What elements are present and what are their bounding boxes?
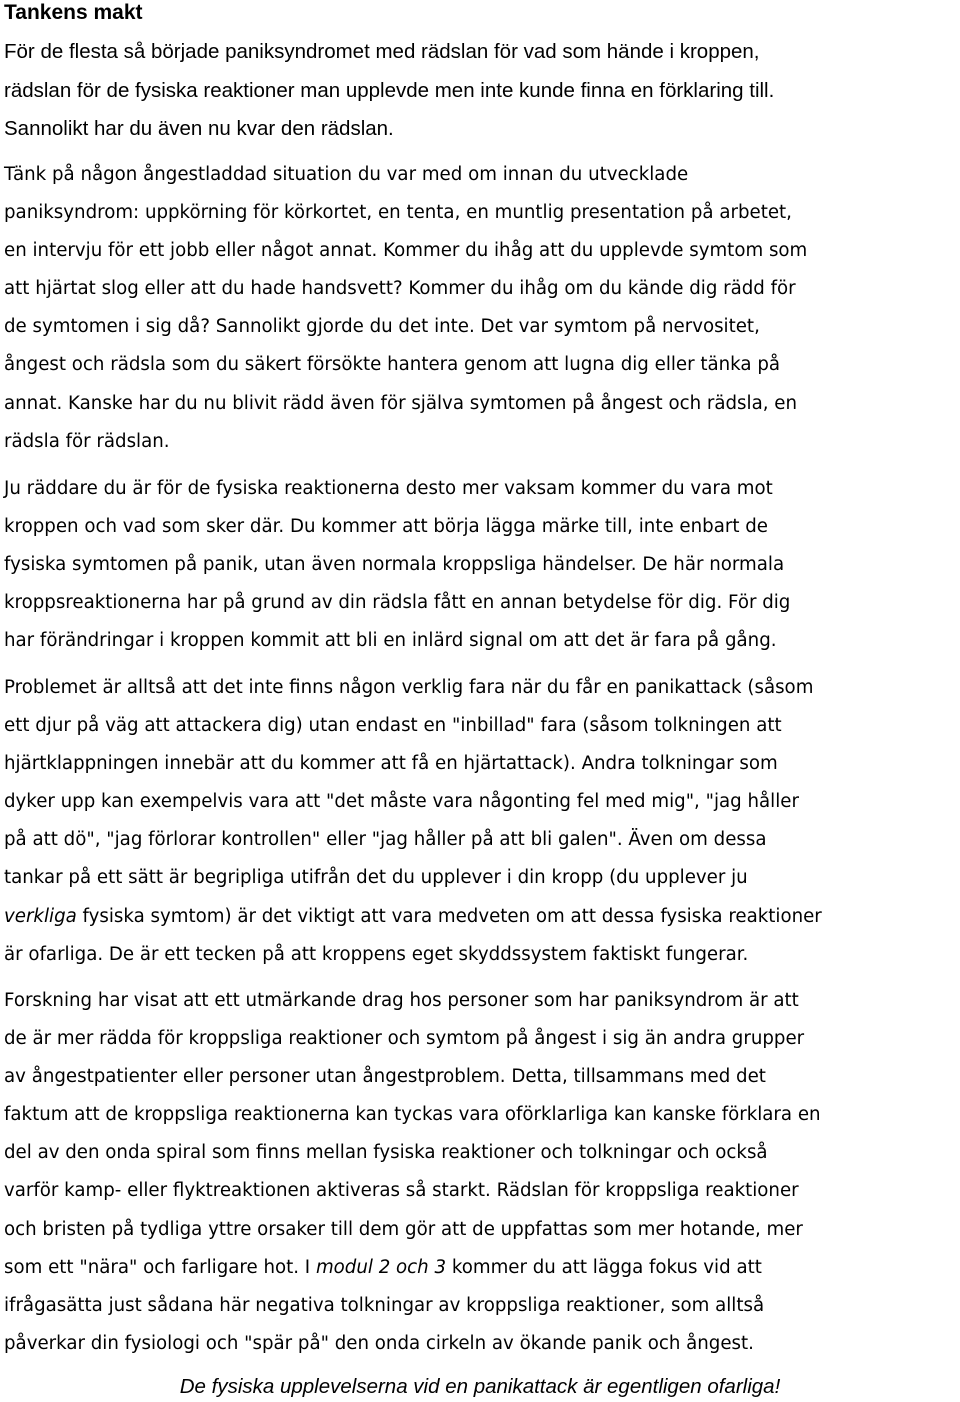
paragraph-line: fysiska symtomen på panik, utan även normala kroppsliga händelser. De här normala [4,554,785,576]
paragraph-line: av ångestpatienter eller personer utan ångestproblem. Detta, tillsammans med det [4,1066,766,1088]
intro-line: rädslan för de fysiska reaktioner man upplevde men inte kunde finna en förklaring till. [4,78,775,102]
paragraph-line: Problemet är alltså att det inte finns någon verklig fara när du får en panikattack (såsom [4,677,814,698]
paragraph-line: att hjärtat slog eller att du hade handsvett? Kommer du ihåg om du kände dig rädd för [4,278,796,300]
paragraph-line: påverkar din fysiologi och "spär på" den onda cirkeln av ökande panik och ångest. [4,1332,754,1354]
paragraph-3 [4,669,960,974]
paragraph-line: kroppen och vad som sker där. Du kommer att börja lägga märke till, inte enbart de [4,516,768,538]
line-remainder: fysiska symtom) är det viktigt att vara medveten om att dessa fysiska reaktioner [76,905,822,927]
closing-statement: De fysiska upplevelserna vid en panikattack är egentligen ofarliga! [179,1375,781,1398]
line-start: som ett "nära" och farligare hot. I [4,1256,316,1278]
emphasized-word: verkliga [4,905,77,927]
paragraph-line: Ju räddare du är för de fysiska reaktionerna desto mer vaksam kommer du vara mot [4,478,773,499]
paragraph-line: faktum att de kroppsliga reaktionerna kan tyckas vara oförklarliga kan kanske förklara en [4,1104,821,1126]
paragraph-line: Forskning har visat att ett utmärkande drag hos personer som har paniksyndrom är att [4,990,799,1011]
paragraph-line: tankar på ett sätt är begripliga utifrån det du upplever i din kropp (du upplever ju [4,867,748,889]
paragraph-1 [4,156,960,461]
paragraph-line [4,1249,960,1287]
paragraph-line: de symtomen i sig då? Sannolikt gjorde du det inte. Det var symtom på nervositet, [4,316,760,338]
paragraph-line: hjärtklappningen innebär att du kommer att få en hjärtattack). Andra tolkningar som [4,753,778,775]
paragraph-line: och bristen på tydliga yttre orsaker till dem gör att de uppfattas som mer hotande, mer [4,1218,803,1240]
intro-paragraph [4,33,954,149]
paragraph-line [4,898,960,936]
paragraph-line: annat. Kanske har du nu blivit rädd även för själva symtomen på ångest och rädsla, en [4,392,798,414]
emphasized-module-reference: modul 2 och 3 [315,1256,447,1278]
paragraph-line: är ofarliga. De är ett tecken på att kroppens eget skyddssystem faktiskt fungerar. [4,943,749,965]
paragraph-line: har förändringar i kroppen kommit att bli en inlärd signal om att det är fara på gång. [4,630,777,652]
paragraph-line: på att dö", "jag förlorar kontrollen" eller "jag håller på att bli galen". Även om dessa [4,829,767,851]
paragraph-line: paniksyndrom: uppkörning för körkortet, en tenta, en muntlig presentation på arbetet, [4,202,792,224]
paragraph-line: en intervju för ett jobb eller något annat. Kommer du ihåg att du upplevde symtom som [4,240,808,262]
paragraph-line: kroppsreaktionerna har på grund av din rädsla fått en annan betydelse för dig. För dig [4,592,791,614]
paragraph-4 [4,982,960,1363]
paragraph-line: Tänk på någon ångestladdad situation du var med om innan du utvecklade [4,164,689,185]
section-heading: Tankens makt [4,1,143,24]
intro-line: Sannolikt har du även nu kvar den rädslan. [4,117,394,140]
paragraph-line: ångest och rädsla som du säkert försökte hantera genom att lugna dig eller tänka på [4,354,781,376]
line-end: kommer du att lägga fokus vid att [446,1256,762,1278]
paragraph-line: ett djur på väg att attackera dig) utan endast en "inbillad" fara (såsom tolkningen att [4,715,782,737]
paragraph-line: de är mer rädda för kroppsliga reaktioner och symtom på ångest i sig än andra grupper [4,1028,805,1050]
paragraph-line: rädsla för rädslan. [4,430,170,452]
paragraph-line: ifrågasätta just sådana här negativa tolkningar av kroppsliga reaktioner, som alltså [4,1294,765,1316]
paragraph-line: dyker upp kan exempelvis vara att "det måste vara någonting fel med mig", "jag håller [4,791,799,813]
intro-line: För de flesta så började paniksyndromet med rädslan för vad som hände i kroppen, [4,40,760,63]
paragraph-2 [4,470,960,660]
paragraph-line: del av den onda spiral som finns mellan fysiska reaktioner och tolkningar och också [4,1142,768,1164]
paragraph-line: varför kamp- eller flyktreaktionen aktiveras så starkt. Rädslan för kroppsliga reaktioner [4,1180,799,1202]
